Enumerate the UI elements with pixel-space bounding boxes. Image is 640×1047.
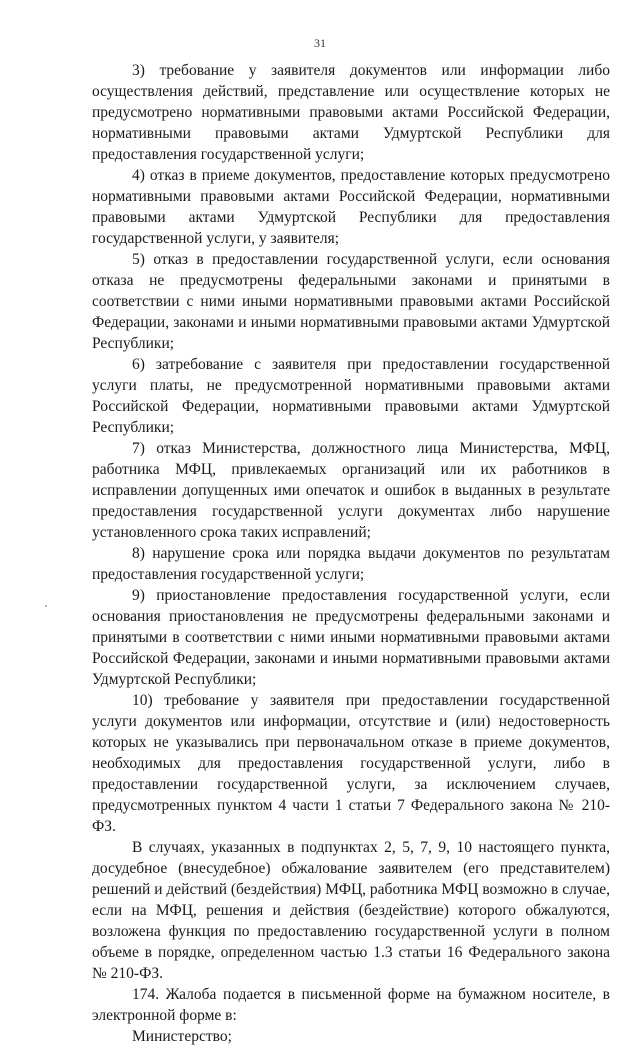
paragraph-item-7: 7) отказ Министерства, должностного лица Министерства, МФЦ, работника МФЦ, привлекаемых организаций или их работников в исправлении допущенных ими опечаток и ошибок в выданных в результате предоставления государственной услуги документах либо нарушение установленного срока таких исправлений; <box>92 440 610 541</box>
paragraph-appeal-cases: В случаях, указанных в подпунктах 2, 5, 7, 9, 10 настоящего пункта, досудебное (внесудебное) обжалование заявителем (его представителем) решений и действий (бездействия) МФЦ, работника МФЦ возможно в случае, если на МФЦ, решения и действия (бездействие) которого обжалуются, возложена функция по предоставлению государственной услуги в полном объеме в порядке, определенном частью 1.3 статьи 16 Федерального закона № 210-ФЗ. <box>92 839 610 982</box>
paragraph-item-3: 3) требование у заявителя документов или информации либо осуществления действий, представление или осуществление которых не предусмотрено нормативными правовыми актами Российской Федерации, нормативными правовыми актами Удмуртской Республики для предоставления государственной услуги; <box>92 62 610 163</box>
paragraph-item-9: 9) приостановление предоставления государственной услуги, если основания приостановления не предусмотрены федеральными законами и принятыми в соответствии с ними иными нормативными правовыми актами Российской Федерации, законами и иными нормативными правовыми актами Удмуртской Республики; <box>92 587 610 688</box>
page-number: 31 <box>314 36 326 50</box>
paragraph-item-6: 6) затребование с заявителя при предоставлении государственной услуги платы, не предусмотренной нормативными правовыми актами Российской Федерации, нормативными правовыми актами Удмуртской Республики; <box>92 356 610 436</box>
paragraph-ministry: Министерство; <box>132 1028 232 1045</box>
document-body <box>92 60 610 1047</box>
paragraph-item-10: 10) требование у заявителя при предоставлении государственной услуги документов или информации, отсутствие и (или) недостоверность которых не указывались при первоначальном отказе в приеме документов, необходимых для предоставления государственной услуги, либо в предоставлении государственной услуги, за исключением случаев, предусмотренных пунктом 4 части 1 статьи 7 Федерального закона № 210-ФЗ. <box>92 692 610 835</box>
scan-speck <box>45 605 47 607</box>
paragraph-item-5: 5) отказ в предоставлении государственной услуги, если основания отказа не предусмотрены федеральными законами и принятыми в соответствии с ними иными нормативными правовыми актами Российской Федерации, законами и иными нормативными правовыми актами Удмуртской Республики; <box>92 251 610 352</box>
paragraph-item-8: 8) нарушение срока или порядка выдачи документов по результатам предоставления государственной услуги; <box>92 545 610 583</box>
paragraph-item-4: 4) отказ в приеме документов, предоставление которых предусмотрено нормативными правовыми актами Российской Федерации, нормативными правовыми актами Удмуртской Республики для предоставления государственной услуги, у заявителя; <box>92 167 610 247</box>
paragraph-174: 174. Жалоба подается в письменной форме на бумажном носителе, в электронной форме в: <box>92 986 610 1024</box>
